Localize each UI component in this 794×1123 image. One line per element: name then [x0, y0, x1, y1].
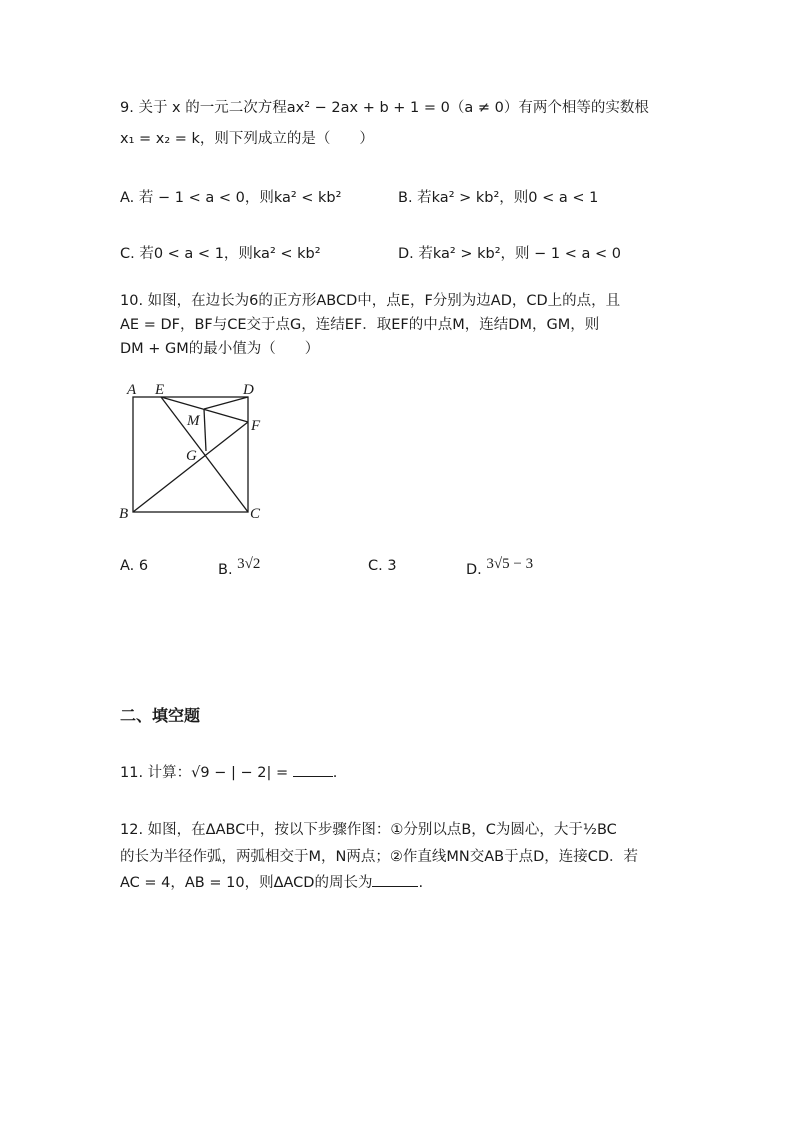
segment-gm	[204, 409, 206, 451]
q10-option-b-label: B.	[218, 562, 233, 578]
q9-option-c: C. 若0 < a < 1，则ka² < kb²	[120, 246, 321, 262]
q11-line	[120, 762, 337, 783]
label-g: G	[186, 448, 197, 464]
q12-period: .	[418, 875, 424, 891]
label-m: M	[187, 413, 200, 429]
label-c: C	[250, 506, 261, 522]
section-title: 二、填空题	[120, 706, 201, 725]
q12-line1: 12. 如图，在ΔABC中，按以下步骤作图：①分别以点B，C为圆心，大于½BC	[120, 822, 617, 838]
q10-option-b	[218, 556, 261, 580]
label-d: D	[243, 382, 254, 398]
q10-square-figure	[115, 380, 275, 525]
q10-line2: AE = DF，BF与CE交于点G，连结EF．取EF的中点M，连结DM，GM，则	[120, 317, 600, 333]
q10-option-c: C. 3	[368, 558, 397, 574]
q9-line1: 9. 关于 x 的一元二次方程ax² − 2ax + b + 1 = 0（a ≠ 0）有两个相等的实数根	[120, 100, 649, 116]
q10-option-b-math: 3√2	[237, 556, 261, 572]
q12-answer-blank	[372, 872, 418, 887]
q9-option-b: B. 若ka² > kb²，则0 < a < 1	[398, 190, 599, 206]
q10-option-d-label: D.	[466, 562, 482, 578]
q12-line2: 的长为半径作弧，两弧相交于M，N两点；②作直线MN交AB于点D，连接CD．若	[120, 849, 639, 865]
q11-period: .	[332, 765, 338, 781]
q11-text: 11. 计算：√9 − | − 2| =	[120, 765, 293, 781]
q9-option-d: D. 若ka² > kb²，则 − 1 < a < 0	[398, 246, 621, 262]
q10-option-d-math: 3√5 − 3	[486, 556, 534, 572]
q11-answer-blank	[293, 762, 333, 777]
q10-option-a: A. 6	[120, 558, 149, 574]
label-a: A	[127, 382, 137, 398]
label-e: E	[155, 382, 165, 398]
q12-line3: AC = 4，AB = 10，则ΔACD的周长为	[120, 875, 373, 891]
segment-dm	[204, 397, 248, 409]
q12-line3-wrap	[120, 872, 423, 893]
q9-option-a: A. 若 − 1 < a < 0，则ka² < kb²	[120, 190, 342, 206]
q10-line3: DM + GM的最小值为（ ）	[120, 341, 320, 357]
q10-line1: 10. 如图，在边长为6的正方形ABCD中，点E，F分别为边AD，CD上的点，且	[120, 293, 621, 309]
q9-line2: x₁ = x₂ = k，则下列成立的是（ ）	[120, 131, 374, 147]
label-b: B	[119, 506, 129, 522]
label-f: F	[251, 418, 261, 434]
q10-option-d	[466, 556, 534, 580]
